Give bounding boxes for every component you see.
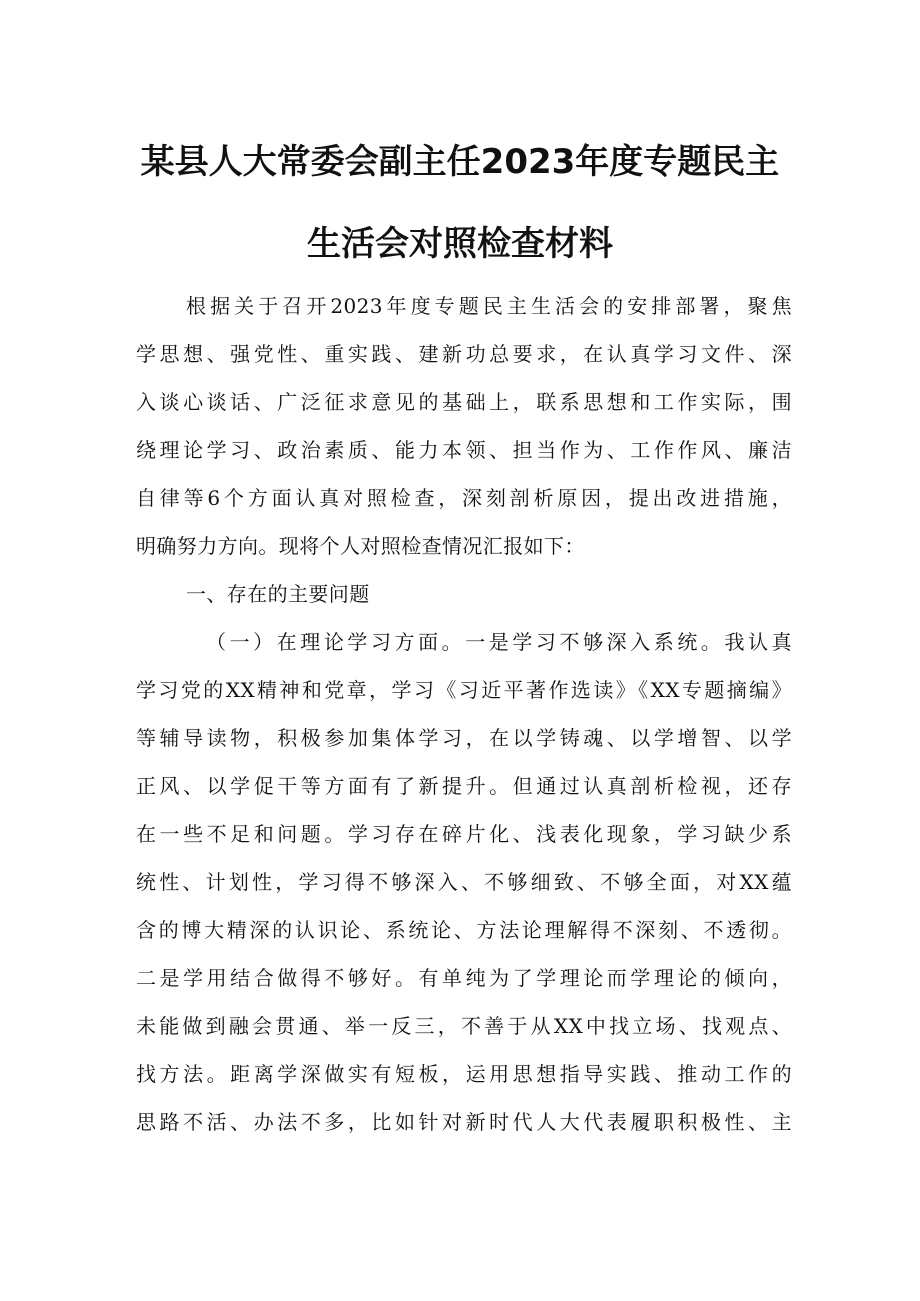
body-line-15: 二是学用结合做得不够好。有单纯为了学理论而学理论的倾向， [136,966,792,990]
body-line-16: 未能做到融会贯通、举一反三，不善于从XX中找立场、找观点、 [136,1014,792,1038]
body-line-8: （一）在理论学习方面。一是学习不够深入系统。我认真 [206,630,792,654]
body-line-4: 绕理论学习、政治素质、能力本领、担当作为、工作作风、廉洁 [136,438,792,462]
body-line-6: 明确努力方向。现将个人对照检查情况汇报如下： [136,534,585,558]
body-line-13: 统性、计划性，学习得不够深入、不够细致、不够全面，对XX蕴 [136,870,792,894]
document-title-line-1: 某县人大常委会副主任2023年度专题民主 [140,142,780,182]
body-line-2: 学思想、强党性、重实践、建新功总要求，在认真学习文件、深 [136,342,792,366]
body-line-3: 入谈心谈话、广泛征求意见的基础上，联系思想和工作实际，围 [136,390,792,414]
body-line-17: 找方法。距离学深做实有短板，运用思想指导实践、推动工作的 [136,1062,792,1086]
body-line-18: 思路不活、办法不多，比如针对新时代人大代表履职积极性、主 [136,1110,792,1134]
body-line-9: 学习党的XX精神和党章，学习《习近平著作选读》《XX专题摘编》 [136,678,792,702]
body-line-11: 正风、以学促干等方面有了新提升。但通过认真剖析检视，还存 [136,774,792,798]
body-line-12: 在一些不足和问题。学习存在碎片化、浅表化现象，学习缺少系 [136,822,792,846]
body-line-10: 等辅导读物，积极参加集体学习，在以学铸魂、以学增智、以学 [136,726,792,750]
document-title-line-2: 生活会对照检查材料 [307,224,613,264]
body-line-5: 自律等6个方面认真对照检查，深刻剖析原因，提出改进措施， [136,486,792,510]
body-line-14: 含的博大精深的认识论、系统论、方法论理解得不深刻、不透彻。 [136,918,792,942]
body-line-1: 根据关于召开2023年度专题民主生活会的安排部署，聚焦 [186,294,792,318]
section-heading: 一、存在的主要问题 [186,582,370,606]
